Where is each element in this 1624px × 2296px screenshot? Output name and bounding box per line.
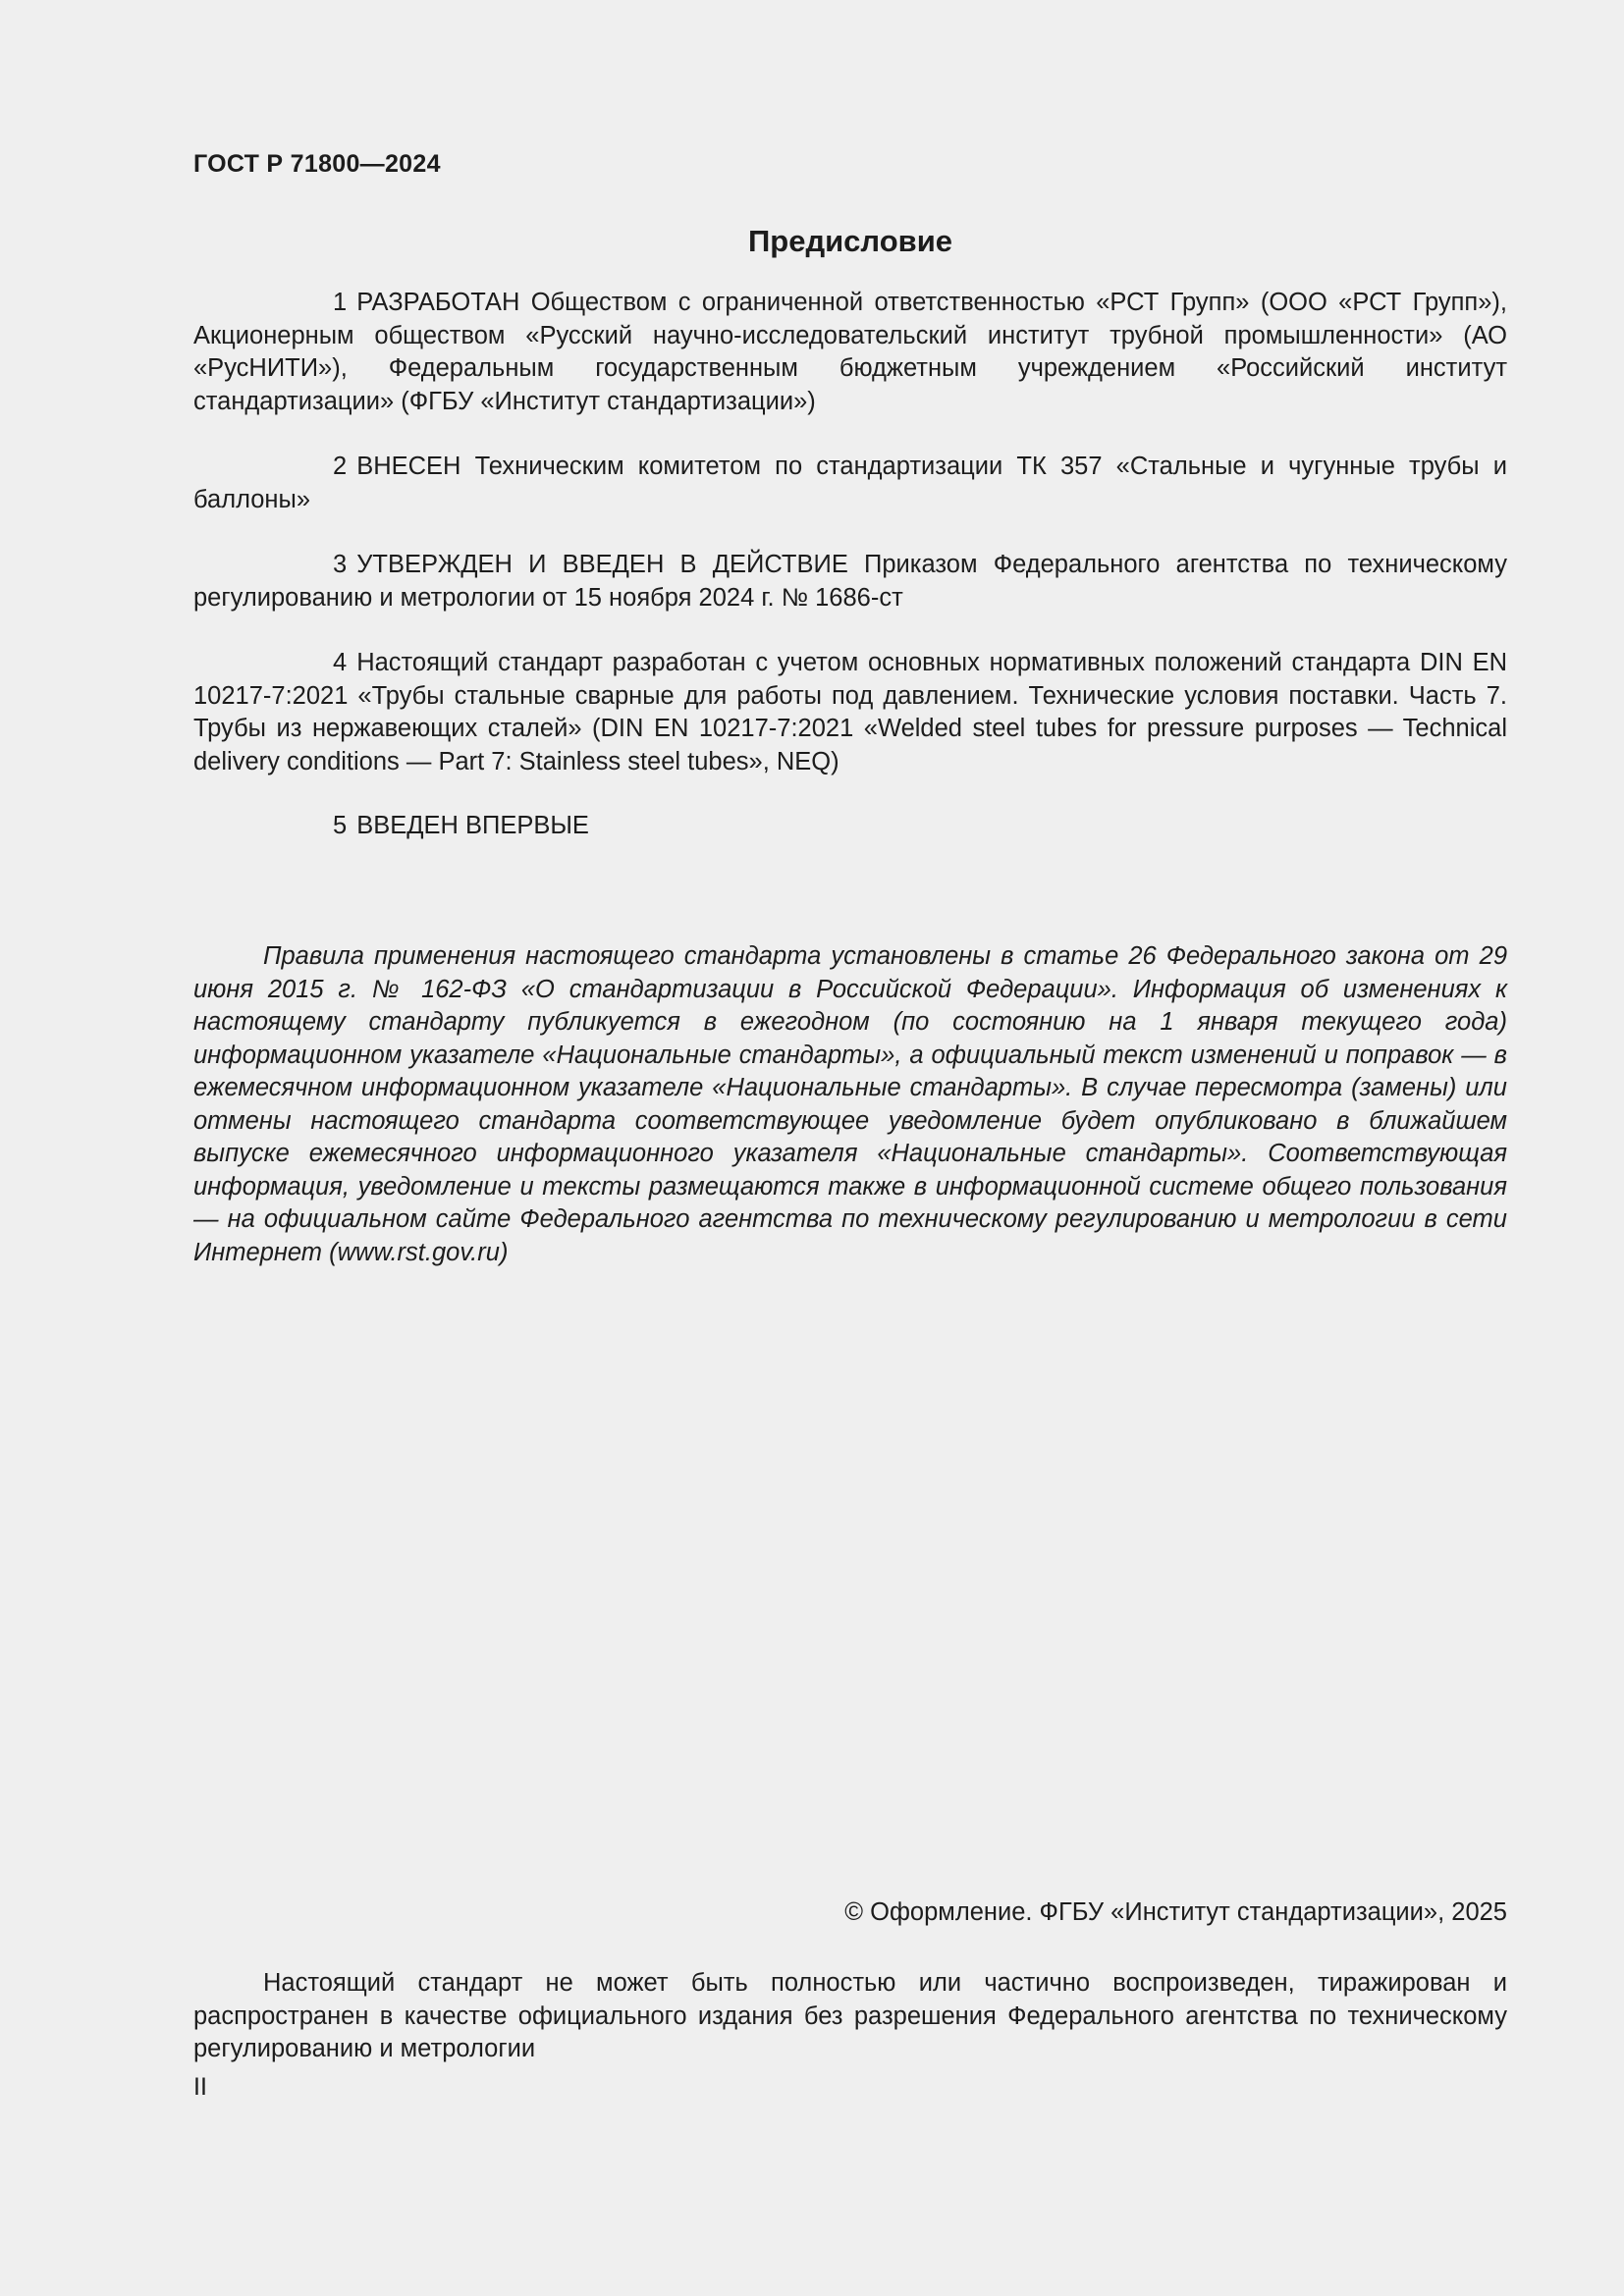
item-text: УТВЕРЖДЕН И ВВЕДЕН В ДЕЙСТВИЕ Приказом Федерального агентства по техническому регулированию и метрологии от 15 ноября 2024 г. № 1686-ст: [193, 551, 1507, 612]
foreword-item-5: [193, 810, 1507, 843]
page-number: II: [193, 2073, 207, 2101]
foreword-item-2: [193, 451, 1507, 516]
item-number: 2: [333, 453, 348, 480]
document-code: ГОСТ Р 71800—2024: [193, 150, 441, 178]
page-title: Предисловие: [747, 224, 952, 258]
foreword-item-1: [193, 287, 1507, 418]
item-number: 3: [333, 551, 348, 578]
copyright-notice: © Оформление. ФГБУ «Институт стандартизации», 2025: [844, 1898, 1507, 1926]
item-text: ВНЕСЕН Техническим комитетом по стандартизации ТК 357 «Стальные и чугунные трубы и баллоны»: [193, 453, 1507, 513]
foreword-item-4: [193, 647, 1507, 778]
item-text: ВВЕДЕН ВПЕРВЫЕ: [356, 812, 589, 839]
reproduction-notice: Настоящий стандарт не может быть полностью или частично воспроизведен, тиражирован и распространен в качестве официального издания без разрешения Федерального агентства по техническому регулированию и метрологии: [193, 1969, 1507, 2062]
item-number: 1: [333, 289, 348, 316]
item-number: 5: [333, 812, 348, 839]
item-text: Настоящий стандарт разработан с учетом основных нормативных положений стандарта DIN EN 10217-7:2021 «Трубы стальные сварные для работы под давлением. Технические условия поставки. Часть 7. Трубы из нержавеющих сталей» (DIN EN 10217-7:2021 «Welded steel tubes for pressure purposes — Technical delivery conditions — Part 7: Stainless steel tubes», NEQ): [193, 649, 1507, 775]
application-rules-notice: Правила применения настоящего стандарта установлены в статье 26 Федерального закона от 29 июня 2015 г. № 162-ФЗ «О стандартизации в Российской Федерации». Информация об изменениях к настоящему стандарту публикуется в ежегодном (по состоянию на 1 января текущего года) информационном указателе «Национальные стандарты», а официальный текст изменений и поправок — в ежемесячном информационном указателе «Национальные стандарты». В случае пересмотра (замены) или отмены настоящего стандарта соответствующее уведомление будет опубликовано в ближайшем выпуске ежемесячного информационного указателя «Национальные стандарты». Соответствующая информация, уведомление и тексты размещаются также в информационной системе общего пользования — на официальном сайте Федерального агентства по техническому регулированию и метрологии в сети Интернет (www.rst.gov.ru): [193, 942, 1507, 1266]
item-number: 4: [333, 649, 348, 676]
item-text: РАЗРАБОТАН Обществом с ограниченной ответственностью «РСТ Групп» (ООО «РСТ Групп»), Акционерным обществом «Русский научно-исследовательский институт трубной промышленности» (АО «РусНИТИ»), Федеральным государственным бюджетным учреждением «Российский институт стандартизации» (ФГБУ «Институт стандартизации»): [193, 289, 1507, 415]
foreword-item-3: [193, 549, 1507, 614]
